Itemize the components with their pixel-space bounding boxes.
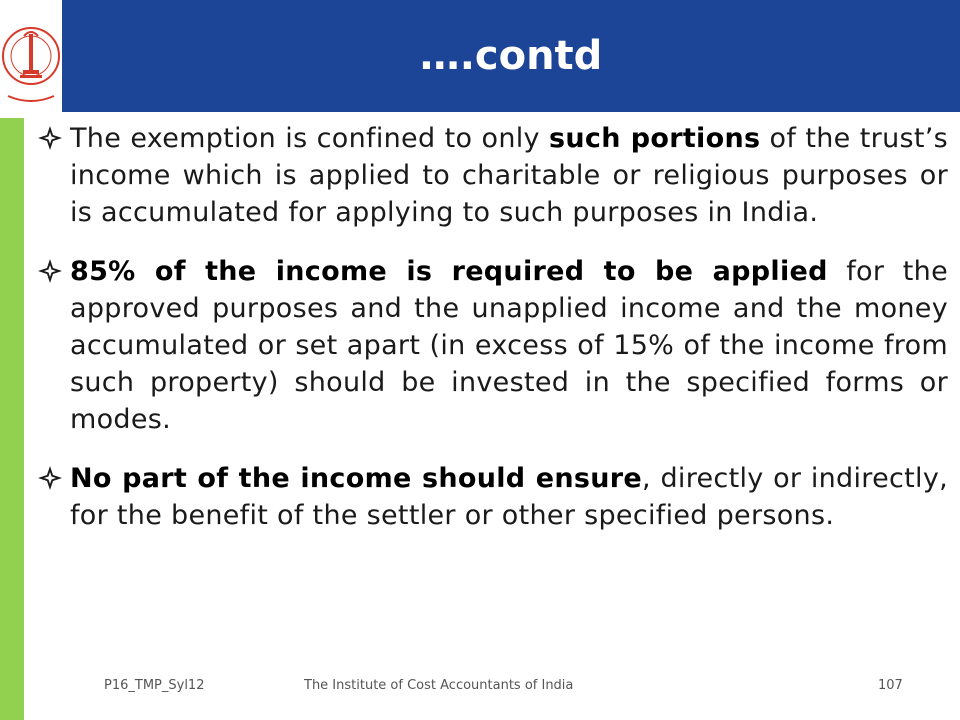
bullet-emphasis: such portions — [549, 123, 761, 154]
title-banner — [62, 0, 960, 112]
bullet-list — [36, 120, 948, 556]
footer-institute: The Institute of Cost Accountants of India — [304, 678, 574, 693]
slide-title: ….contd — [419, 33, 603, 79]
diamond-star-icon — [36, 124, 64, 152]
institute-seal-icon — [0, 0, 62, 112]
accent-bar — [0, 118, 24, 720]
bullet-text: of the trust’s income which is applied to charitable or religious purposes or is accumulated for applying to such purposes in India. — [70, 123, 948, 228]
diamond-star-icon — [36, 257, 64, 285]
diamond-star-icon — [36, 464, 64, 492]
bullet-emphasis: 85% of the income is required to be applied — [70, 256, 828, 287]
bullet-text: for the approved purposes and the unapplied income and the money accumulated or set apart (in excess of 15% of the income from such property) should be invested in the specified forms or modes. — [70, 256, 948, 435]
bullet-item — [36, 253, 948, 438]
page-number: 107 — [878, 678, 903, 693]
bullet-item — [36, 460, 948, 534]
bullet-item — [36, 120, 948, 231]
bullet-text: The exemption is confined to only — [70, 123, 550, 154]
footer-code: P16_TMP_Syl12 — [104, 678, 205, 693]
bullet-emphasis: No part of the income should ensure — [70, 463, 643, 494]
bullet-text: , directly or indirectly, for the benefit of the settler or other specified persons. — [70, 463, 948, 531]
institute-logo — [0, 0, 62, 112]
